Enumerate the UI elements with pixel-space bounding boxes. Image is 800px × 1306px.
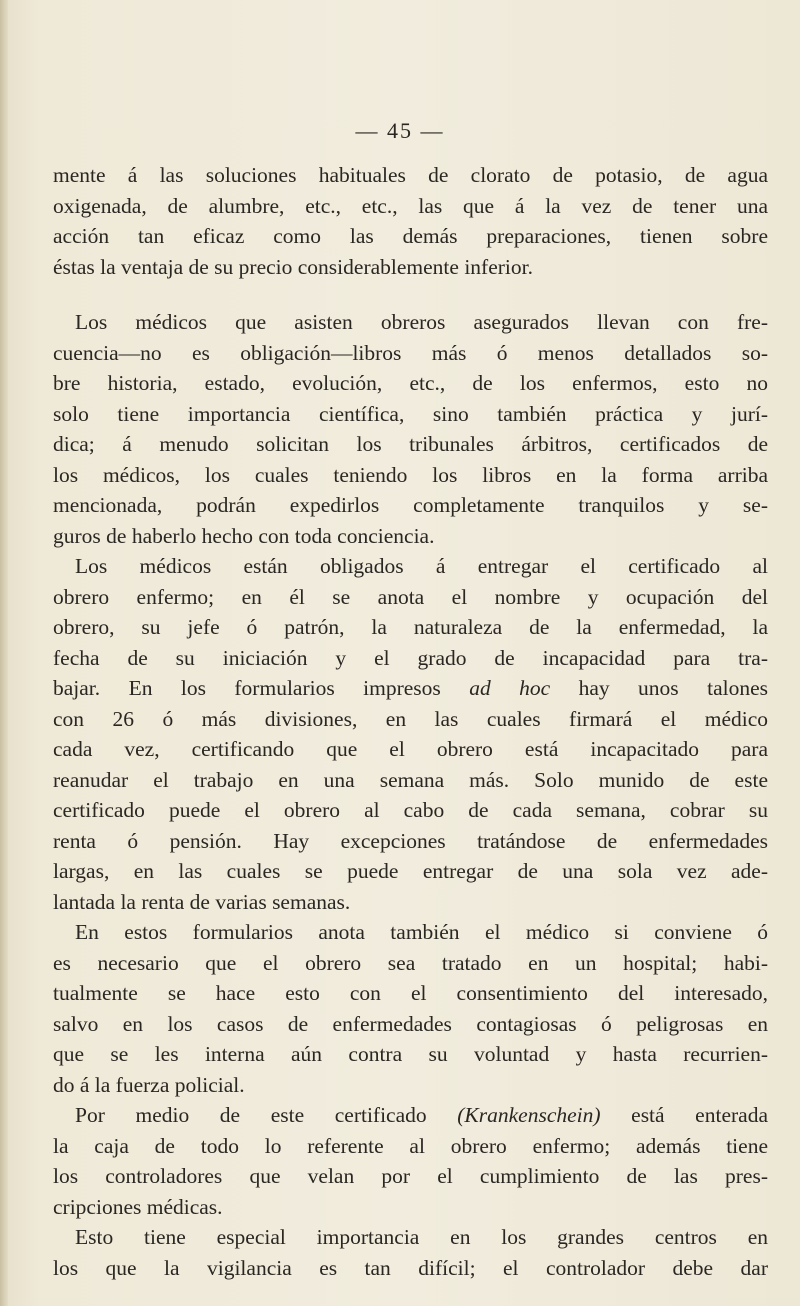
paragraph [53, 1100, 768, 1222]
text-line: reanudar el trabajo en una semana más. Solo munido de este [53, 767, 768, 792]
italic-term: (Krankenschein) [457, 1103, 601, 1127]
italic-term: ad hoc [469, 676, 551, 700]
paragraph-gap [53, 282, 768, 307]
text-line: Los médicos están obligados á entregar el certificado al [75, 554, 768, 578]
text-line: Esto tiene especial importancia en los grandes centros en [75, 1225, 768, 1249]
text-line: cuencia—no es obligación—libros más ó menos detallados so- [53, 340, 768, 365]
text-line: mencionada, podrán expedirlos completamente tranquilos y se- [53, 493, 768, 517]
paragraph [53, 307, 768, 551]
text-line: En estos formularios anota también el médico si conviene ó [75, 920, 768, 944]
text-line: es necesario que el obrero sea tratado en un hospital; habi- [53, 950, 768, 975]
text-line: guros de haberlo hecho con toda conciencia. [53, 523, 435, 548]
paragraph [53, 1222, 768, 1283]
text-line: obrero, su jefe ó patrón, la naturaleza de la enfermedad, la [53, 615, 768, 639]
text-line: mente á las soluciones habituales de clorato de potasio, de agua [53, 163, 768, 187]
text-line: éstas la ventaja de su precio considerablemente inferior. [53, 254, 533, 279]
text-line: con 26 ó más divisiones, en las cuales firmará el médico [53, 706, 768, 731]
paragraph [53, 551, 768, 917]
text-line: lantada la renta de varias semanas. [53, 889, 351, 914]
text-line: Los médicos que asisten obreros asegurados llevan con fre- [75, 310, 768, 334]
text-line: do á la fuerza policial. [53, 1072, 245, 1097]
page-number: — 45 — [355, 118, 445, 143]
text-line: cada vez, certificando que el obrero está incapacitado para [53, 737, 768, 761]
text-line: cripciones médicas. [53, 1194, 223, 1219]
text-line: que se les interna aún contra su voluntad y hasta recurrien- [53, 1042, 768, 1066]
body-text [53, 160, 768, 1283]
text-line: los que la vigilancia es tan difícil; el controlador debe dar [53, 1255, 768, 1280]
text-line: solo tiene importancia científica, sino también práctica y jurí- [53, 401, 768, 426]
page-edge-shadow [0, 0, 8, 1306]
text-line: bre historia, estado, evolución, etc., de los enfermos, esto no [53, 371, 768, 395]
paragraph [53, 917, 768, 1100]
text-line: la caja de todo lo referente al obrero enfermo; además tiene [53, 1133, 768, 1158]
text-line: renta ó pensión. Hay excepciones tratándose de enfermedades [53, 828, 768, 853]
text-line: los médicos, los cuales teniendo los libros en la forma arriba [53, 462, 768, 487]
text-line: Por medio de este certificado (Krankenschein) está enterada [75, 1103, 768, 1127]
text-line: acción tan eficaz como las demás preparaciones, tienen sobre [53, 224, 768, 248]
text-line: certificado puede el obrero al cabo de cada semana, cobrar su [53, 798, 768, 822]
text-line: bajar. En los formularios impresos ad hoc hay unos talones [53, 676, 769, 700]
paragraph [53, 160, 768, 282]
text-line: obrero enfermo; en él se anota el nombre y ocupación del [53, 584, 768, 609]
text-line: los controladores que velan por el cumplimiento de las pres- [53, 1164, 768, 1188]
text-line: largas, en las cuales se puede entregar de una sola vez ade- [53, 859, 768, 883]
text-line: salvo en los casos de enfermedades contagiosas ó peligrosas en [53, 1011, 768, 1036]
text-line: fecha de su iniciación y el grado de incapacidad para tra- [53, 645, 768, 670]
text-line: tualmente se hace esto con el consentimiento del interesado, [53, 981, 768, 1005]
text-line: dica; á menudo solicitan los tribunales árbitros, certificados de [53, 432, 768, 456]
text-line: oxigenada, de alumbre, etc., etc., las que á la vez de tener una [53, 193, 768, 218]
